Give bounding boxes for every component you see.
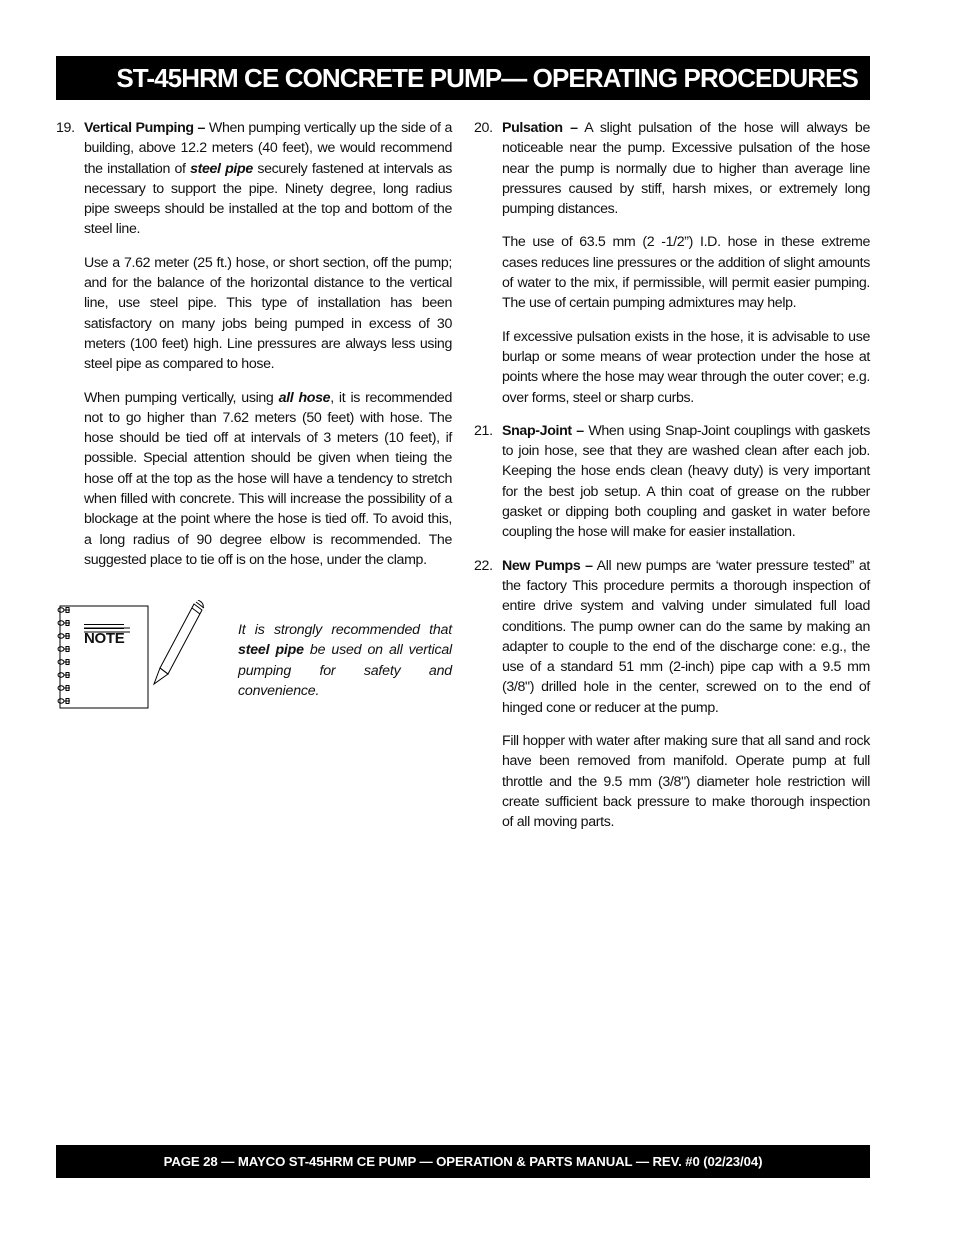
- note-callout: [56, 598, 456, 716]
- paragraph-text: , it is recommended not to go higher than 7.62 meters (50 feet) with hose. The hose should be tied off at intervals of 3 meters (10 feet), if possible. Special attention should be given when tieing the hose off at the top as the hose will have a tendency to stretch when filled with concrete. This will increase the possibility of a blockage at the point where the hose is tied off. To avoid this, a long radius of 90 degree elbow is recommended. The suggested place to tie off is on the hose, under the clamp.: [84, 389, 452, 568]
- paragraph-text: Fill hopper with water after making sure that all sand and rock have been removed from manifold. Operate pump at full throttle and the 9.5 mm (3/8") diameter hole restriction will create sufficient back pressure to make thorough inspection of all moving parts.: [502, 733, 870, 831]
- item-heading: Pulsation –: [502, 120, 578, 136]
- paragraph-text: When pumping vertically, using: [84, 389, 279, 406]
- footer-text: PAGE 28 — MAYCO ST-45HRM CE PUMP — OPERATION & PARTS MANUAL — REV. #0 (02/23/04): [163, 1154, 763, 1169]
- note-text-part: It is strongly recommended that: [238, 622, 452, 638]
- page-header: [56, 56, 870, 100]
- paragraph-text: When using Snap-Joint couplings with gaskets to join hose, see that they are washed clean after each job. Keeping the hose ends clean (heavy duty) is very important for the best job setup. A thin coat of grease on the rubber gasket or dipping both coupling and gasket in water before coupling the hose will make for easier installation.: [502, 422, 871, 541]
- paragraph: [84, 253, 452, 375]
- list-item: [56, 118, 452, 570]
- paragraph-text: A slight pulsation of the hose will always be noticeable near the pump. Excessive pulsation of the hose near the pump is normally due to higher than average line pressures caused by stiff, harsh mixes, or extremely long pumping distances.: [502, 120, 870, 218]
- note-text-part: be used on all vertical pumping for safety and convenience.: [238, 642, 452, 699]
- item-number: 22.: [474, 557, 493, 574]
- paragraph-text: If excessive pulsation exists in the hose, it is advisable to use burlap or some means of wear protection under the hose at points where the hose may wear through the outer cover; e.g. over forms, steel or sharp curbs.: [502, 328, 870, 406]
- paragraph: [502, 232, 870, 313]
- paragraph: [502, 731, 870, 832]
- paragraph: [502, 327, 870, 408]
- item-heading: New Pumps –: [502, 557, 593, 574]
- note-label: NOTE: [84, 624, 124, 647]
- emphasis-text: steel pipe: [238, 642, 304, 659]
- left-column: [56, 118, 452, 583]
- pencil-icon: [150, 600, 210, 700]
- paragraph-text: The use of 63.5 mm (2 -1/2”) I.D. hose in these extreme cases reduces line pressures or the addition of slight amounts of water to the mix, if permissible, will permit easier pumping. The use of certain pumping admixtures may help.: [502, 234, 870, 312]
- note-text: [238, 620, 452, 701]
- right-column: [474, 118, 870, 846]
- paragraph-text: When pumping vertically up the side of a building, above 12.2 meters (40 feet), we would recommend the installation of: [84, 120, 452, 177]
- page-title: ST-45HRM CE CONCRETE PUMP— OPERATING PROCEDURES: [116, 62, 858, 93]
- paragraph: [84, 118, 452, 240]
- emphasis-text: steel pipe: [190, 160, 253, 177]
- list-item: [474, 421, 870, 543]
- item-number: 19.: [56, 120, 75, 136]
- paragraph: [502, 118, 870, 219]
- item-number: 20.: [474, 120, 493, 136]
- list-item: [474, 556, 870, 833]
- item-number: 21.: [474, 422, 493, 439]
- list-item: [474, 118, 870, 408]
- paragraph: [502, 421, 870, 543]
- paragraph-text: securely fastened at intervals as necessary to support the pipe. Ninety degree, long radius pipe sweeps should be installed at the top and bottom of the steel line.: [84, 160, 452, 238]
- paragraph: [502, 556, 870, 718]
- item-heading: Vertical Pumping –: [84, 120, 206, 136]
- item-heading: Snap-Joint –: [502, 422, 584, 439]
- paragraph-text: Use a 7.62 meter (25 ft.) hose, or short section, off the pump; and for the balance of the horizontal distance to the vertical line, use steel pipe. This type of installation has been satisfactory on many jobs being pumped in excess of 30 meters (100 feet) high. Line pressures are always less using steel pipe as compared to hose.: [84, 254, 452, 373]
- emphasis-text: all hose: [278, 389, 331, 406]
- page-footer: [56, 1145, 870, 1178]
- paragraph: [84, 388, 452, 571]
- paragraph-text: All new pumps are ‘water pressure tested” at the factory This procedure permits a thorough inspection of entire drive system and valving under simulated full load conditions. The pump owner can do the same by making an adapter to couple to the end of the discharge cone: e.g., the use of a standard 51 mm (2-inch) pipe cap with a 9.5 mm (3/8") drilled hole in the center, screwed on to the end of hinged cone or reducer at the pump.: [502, 557, 870, 716]
